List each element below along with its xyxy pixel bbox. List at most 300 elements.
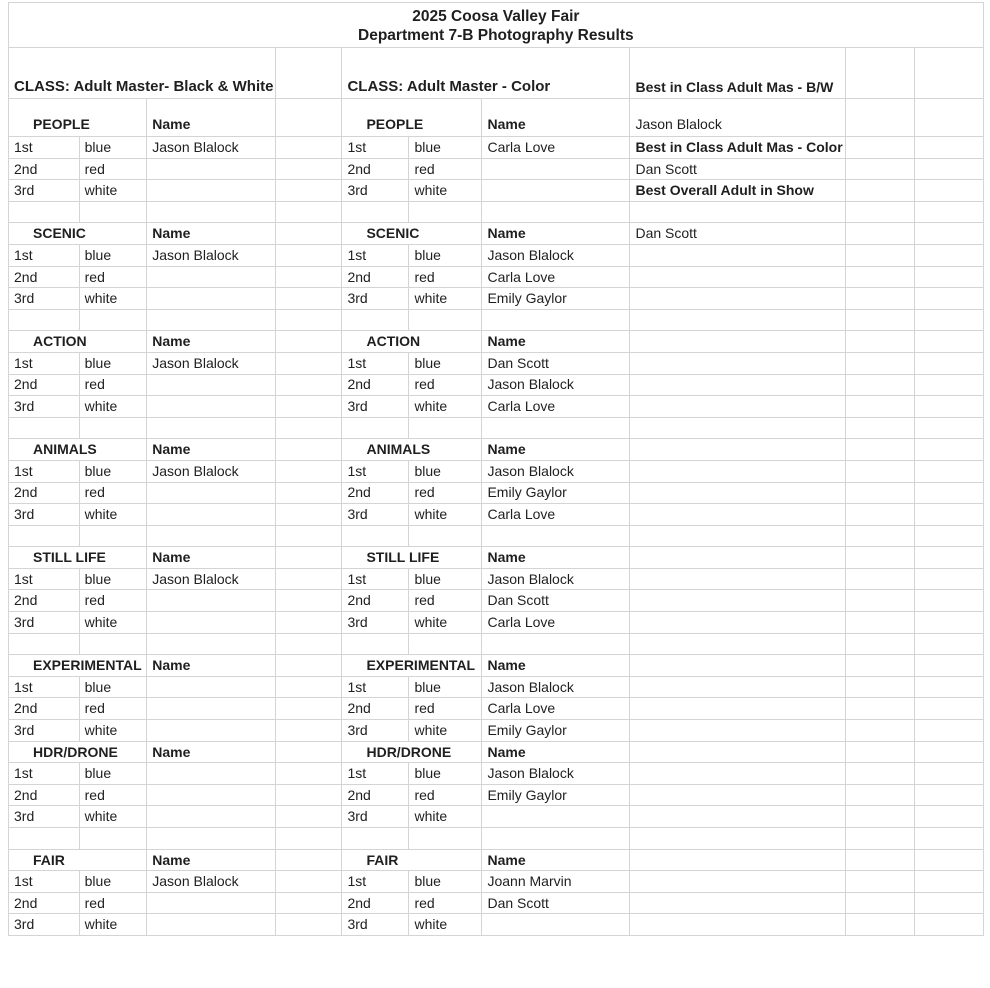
empty-cell bbox=[482, 525, 630, 547]
spacer-cell bbox=[276, 590, 342, 612]
ribbon-cell: blue bbox=[79, 460, 147, 482]
winner-cell bbox=[147, 590, 276, 612]
section-label: ACTION bbox=[342, 331, 482, 353]
empty-cell bbox=[630, 525, 845, 547]
winner-cell: Carla Love bbox=[482, 504, 630, 526]
empty-cell bbox=[409, 828, 482, 850]
empty-cell bbox=[845, 331, 914, 353]
ribbon-cell: blue bbox=[79, 137, 147, 159]
spacer-cell bbox=[276, 806, 342, 828]
empty-cell bbox=[845, 806, 914, 828]
empty-cell bbox=[845, 352, 914, 374]
empty-cell bbox=[845, 48, 914, 99]
place-cell: 2nd bbox=[342, 698, 409, 720]
empty-cell bbox=[276, 828, 342, 850]
place-cell: 1st bbox=[342, 871, 409, 893]
empty-cell bbox=[914, 547, 983, 569]
empty-cell bbox=[914, 504, 983, 526]
empty-cell bbox=[845, 244, 914, 266]
empty-cell bbox=[482, 309, 630, 331]
ribbon-cell: red bbox=[79, 698, 147, 720]
place-cell: 3rd bbox=[342, 180, 409, 202]
empty-cell bbox=[342, 828, 409, 850]
ribbon-cell: blue bbox=[79, 568, 147, 590]
spacer-cell bbox=[276, 914, 342, 936]
award-winner: Dan Scott bbox=[630, 223, 845, 245]
award-cell bbox=[630, 568, 845, 590]
name-column-header: Name bbox=[482, 99, 630, 137]
place-cell: 2nd bbox=[342, 374, 409, 396]
winner-cell bbox=[147, 396, 276, 418]
empty-cell bbox=[845, 309, 914, 331]
name-column-header: Name bbox=[482, 655, 630, 677]
place-cell: 3rd bbox=[342, 504, 409, 526]
empty-cell bbox=[914, 396, 983, 418]
ribbon-cell: white bbox=[79, 914, 147, 936]
ribbon-cell: white bbox=[79, 720, 147, 742]
empty-cell bbox=[845, 180, 914, 202]
winner-cell: Jason Blalock bbox=[147, 244, 276, 266]
ribbon-cell: red bbox=[409, 266, 482, 288]
empty-cell bbox=[845, 439, 914, 461]
place-cell: 1st bbox=[9, 460, 80, 482]
empty-cell bbox=[845, 612, 914, 634]
section-label: STILL LIFE bbox=[9, 547, 147, 569]
empty-cell bbox=[914, 806, 983, 828]
ribbon-cell: blue bbox=[409, 460, 482, 482]
spacer-cell bbox=[276, 99, 342, 137]
winner-cell: Emily Gaylor bbox=[482, 482, 630, 504]
award-cell bbox=[630, 914, 845, 936]
empty-cell bbox=[914, 633, 983, 655]
place-cell: 1st bbox=[342, 460, 409, 482]
winner-cell bbox=[147, 698, 276, 720]
place-cell: 3rd bbox=[342, 288, 409, 310]
empty-cell bbox=[147, 201, 276, 223]
empty-cell bbox=[845, 504, 914, 526]
place-cell: 1st bbox=[342, 244, 409, 266]
section-label: FAIR bbox=[342, 849, 482, 871]
spacer-cell bbox=[276, 266, 342, 288]
spacer-cell bbox=[276, 698, 342, 720]
place-cell: 3rd bbox=[9, 720, 80, 742]
place-cell: 1st bbox=[342, 352, 409, 374]
ribbon-cell: blue bbox=[409, 763, 482, 785]
place-cell: 2nd bbox=[9, 482, 80, 504]
ribbon-cell: white bbox=[409, 612, 482, 634]
winner-cell: Dan Scott bbox=[482, 892, 630, 914]
empty-cell bbox=[914, 828, 983, 850]
award-cell bbox=[630, 266, 845, 288]
empty-cell bbox=[914, 99, 983, 137]
ribbon-cell: white bbox=[409, 396, 482, 418]
place-cell: 3rd bbox=[9, 914, 80, 936]
class-label-bw: CLASS: Adult Master- Black & White bbox=[9, 48, 276, 99]
empty-cell bbox=[409, 633, 482, 655]
place-cell: 2nd bbox=[9, 158, 80, 180]
empty-cell bbox=[845, 849, 914, 871]
winner-cell: Carla Love bbox=[482, 266, 630, 288]
ribbon-cell: white bbox=[79, 504, 147, 526]
empty-cell bbox=[845, 460, 914, 482]
empty-cell bbox=[342, 525, 409, 547]
empty-cell bbox=[630, 417, 845, 439]
winner-cell: Jason Blalock bbox=[482, 763, 630, 785]
spacer-cell bbox=[276, 720, 342, 742]
winner-cell: Carla Love bbox=[482, 612, 630, 634]
spacer-cell bbox=[276, 612, 342, 634]
place-cell: 3rd bbox=[9, 504, 80, 526]
empty-cell bbox=[79, 525, 147, 547]
empty-cell bbox=[914, 460, 983, 482]
empty-cell bbox=[914, 374, 983, 396]
empty-cell bbox=[914, 698, 983, 720]
empty-cell bbox=[845, 720, 914, 742]
empty-cell bbox=[914, 201, 983, 223]
winner-cell: Emily Gaylor bbox=[482, 288, 630, 310]
ribbon-cell: blue bbox=[79, 871, 147, 893]
winner-cell bbox=[482, 180, 630, 202]
empty-cell bbox=[914, 331, 983, 353]
name-column-header: Name bbox=[147, 655, 276, 677]
award-winner: Dan Scott bbox=[630, 158, 845, 180]
ribbon-cell: red bbox=[409, 698, 482, 720]
name-column-header: Name bbox=[482, 849, 630, 871]
award-cell bbox=[630, 396, 845, 418]
place-cell: 3rd bbox=[9, 288, 80, 310]
place-cell: 1st bbox=[9, 676, 80, 698]
spacer-cell bbox=[276, 331, 342, 353]
name-column-header: Name bbox=[482, 331, 630, 353]
empty-cell bbox=[914, 288, 983, 310]
empty-cell bbox=[276, 417, 342, 439]
ribbon-cell: blue bbox=[409, 871, 482, 893]
place-cell: 2nd bbox=[342, 266, 409, 288]
ribbon-cell: white bbox=[409, 720, 482, 742]
name-column-header: Name bbox=[482, 439, 630, 461]
empty-cell bbox=[914, 568, 983, 590]
winner-cell: Jason Blalock bbox=[147, 352, 276, 374]
empty-cell bbox=[630, 309, 845, 331]
name-column-header: Name bbox=[482, 741, 630, 763]
winner-cell bbox=[147, 482, 276, 504]
ribbon-cell: red bbox=[79, 158, 147, 180]
empty-cell bbox=[845, 892, 914, 914]
section-label: PEOPLE bbox=[342, 99, 482, 137]
place-cell: 3rd bbox=[342, 806, 409, 828]
empty-cell bbox=[914, 590, 983, 612]
section-label: HDR/DRONE bbox=[342, 741, 482, 763]
empty-cell bbox=[79, 309, 147, 331]
spacer-cell bbox=[276, 460, 342, 482]
spacer-cell bbox=[276, 763, 342, 785]
place-cell: 1st bbox=[342, 568, 409, 590]
place-cell: 1st bbox=[9, 763, 80, 785]
empty-cell bbox=[147, 525, 276, 547]
empty-cell bbox=[914, 784, 983, 806]
empty-cell bbox=[845, 137, 914, 159]
place-cell: 1st bbox=[9, 352, 80, 374]
ribbon-cell: red bbox=[79, 482, 147, 504]
empty-cell bbox=[845, 698, 914, 720]
ribbon-cell: white bbox=[409, 806, 482, 828]
empty-cell bbox=[482, 828, 630, 850]
winner-cell bbox=[147, 914, 276, 936]
fair-title: 2025 Coosa Valley Fair bbox=[412, 8, 580, 25]
award-cell bbox=[630, 439, 845, 461]
place-cell: 1st bbox=[9, 871, 80, 893]
empty-cell bbox=[482, 633, 630, 655]
ribbon-cell: blue bbox=[409, 137, 482, 159]
winner-cell bbox=[482, 158, 630, 180]
empty-cell bbox=[147, 633, 276, 655]
place-cell: 1st bbox=[342, 137, 409, 159]
empty-cell bbox=[914, 244, 983, 266]
place-cell: 3rd bbox=[342, 612, 409, 634]
ribbon-cell: blue bbox=[79, 244, 147, 266]
spacer-cell bbox=[276, 482, 342, 504]
award-cell bbox=[630, 590, 845, 612]
empty-cell bbox=[409, 417, 482, 439]
empty-cell bbox=[630, 828, 845, 850]
award-cell bbox=[630, 784, 845, 806]
empty-cell bbox=[914, 48, 983, 99]
spacer-cell bbox=[276, 784, 342, 806]
award-cell bbox=[630, 763, 845, 785]
empty-cell bbox=[845, 568, 914, 590]
spacer-cell bbox=[276, 504, 342, 526]
winner-cell bbox=[147, 288, 276, 310]
award-cell bbox=[630, 504, 845, 526]
empty-cell bbox=[914, 612, 983, 634]
award-title-overall: Best Overall Adult in Show bbox=[630, 180, 845, 202]
spacer-cell bbox=[276, 849, 342, 871]
empty-cell bbox=[914, 914, 983, 936]
award-cell bbox=[630, 720, 845, 742]
empty-cell bbox=[79, 828, 147, 850]
winner-cell bbox=[147, 158, 276, 180]
winner-cell bbox=[147, 266, 276, 288]
empty-cell bbox=[276, 525, 342, 547]
class-label-color: CLASS: Adult Master - Color bbox=[342, 48, 630, 99]
empty-cell bbox=[342, 417, 409, 439]
winner-cell: Carla Love bbox=[482, 698, 630, 720]
name-column-header: Name bbox=[147, 331, 276, 353]
empty-cell bbox=[914, 871, 983, 893]
empty-cell bbox=[276, 309, 342, 331]
empty-cell bbox=[914, 223, 983, 245]
ribbon-cell: blue bbox=[79, 676, 147, 698]
empty-cell bbox=[845, 871, 914, 893]
place-cell: 1st bbox=[9, 568, 80, 590]
empty-cell bbox=[9, 828, 80, 850]
winner-cell bbox=[147, 612, 276, 634]
empty-cell bbox=[914, 655, 983, 677]
award-cell bbox=[630, 871, 845, 893]
place-cell: 3rd bbox=[9, 806, 80, 828]
empty-cell bbox=[482, 201, 630, 223]
empty-cell bbox=[9, 309, 80, 331]
award-cell bbox=[630, 288, 845, 310]
empty-cell bbox=[845, 525, 914, 547]
empty-cell bbox=[9, 525, 80, 547]
winner-cell: Jason Blalock bbox=[482, 460, 630, 482]
place-cell: 3rd bbox=[342, 396, 409, 418]
spacer-cell bbox=[276, 871, 342, 893]
ribbon-cell: red bbox=[409, 158, 482, 180]
ribbon-cell: red bbox=[79, 892, 147, 914]
place-cell: 2nd bbox=[9, 374, 80, 396]
ribbon-cell: red bbox=[79, 590, 147, 612]
ribbon-cell: red bbox=[409, 374, 482, 396]
ribbon-cell: blue bbox=[409, 244, 482, 266]
sheet-title-cell bbox=[9, 3, 984, 48]
place-cell: 2nd bbox=[9, 892, 80, 914]
place-cell: 3rd bbox=[342, 914, 409, 936]
name-column-header: Name bbox=[147, 547, 276, 569]
winner-cell: Jason Blalock bbox=[147, 871, 276, 893]
empty-cell bbox=[630, 633, 845, 655]
winner-cell bbox=[147, 892, 276, 914]
empty-cell bbox=[79, 201, 147, 223]
empty-cell bbox=[914, 309, 983, 331]
winner-cell: Jason Blalock bbox=[147, 460, 276, 482]
empty-cell bbox=[845, 266, 914, 288]
section-label: HDR/DRONE bbox=[9, 741, 147, 763]
ribbon-cell: white bbox=[409, 914, 482, 936]
ribbon-cell: blue bbox=[409, 676, 482, 698]
winner-cell bbox=[147, 504, 276, 526]
ribbon-cell: white bbox=[79, 180, 147, 202]
empty-cell bbox=[9, 201, 80, 223]
spacer-cell bbox=[276, 439, 342, 461]
spacer-cell bbox=[276, 374, 342, 396]
spacer-cell bbox=[276, 741, 342, 763]
empty-cell bbox=[342, 633, 409, 655]
award-cell bbox=[630, 655, 845, 677]
name-column-header: Name bbox=[147, 849, 276, 871]
empty-cell bbox=[845, 374, 914, 396]
name-column-header: Name bbox=[482, 223, 630, 245]
empty-cell bbox=[79, 417, 147, 439]
empty-cell bbox=[914, 482, 983, 504]
winner-cell: Carla Love bbox=[482, 137, 630, 159]
empty-cell bbox=[409, 201, 482, 223]
empty-cell bbox=[914, 720, 983, 742]
empty-cell bbox=[914, 158, 983, 180]
empty-cell bbox=[914, 525, 983, 547]
place-cell: 1st bbox=[342, 676, 409, 698]
award-cell bbox=[630, 892, 845, 914]
award-cell bbox=[630, 676, 845, 698]
ribbon-cell: red bbox=[79, 784, 147, 806]
winner-cell: Jason Blalock bbox=[482, 676, 630, 698]
ribbon-cell: red bbox=[409, 892, 482, 914]
empty-cell bbox=[845, 223, 914, 245]
award-cell bbox=[630, 331, 845, 353]
empty-cell bbox=[845, 590, 914, 612]
section-label: SCENIC bbox=[9, 223, 147, 245]
spacer-cell bbox=[276, 352, 342, 374]
empty-cell bbox=[914, 352, 983, 374]
name-column-header: Name bbox=[147, 741, 276, 763]
spacer-cell bbox=[276, 137, 342, 159]
place-cell: 1st bbox=[9, 137, 80, 159]
ribbon-cell: white bbox=[79, 288, 147, 310]
ribbon-cell: red bbox=[409, 482, 482, 504]
ribbon-cell: red bbox=[409, 784, 482, 806]
winner-cell bbox=[482, 914, 630, 936]
spacer-cell bbox=[276, 48, 342, 99]
section-label: EXPERIMENTAL bbox=[9, 655, 147, 677]
winner-cell: Jason Blalock bbox=[482, 374, 630, 396]
winner-cell bbox=[482, 806, 630, 828]
award-cell bbox=[630, 698, 845, 720]
ribbon-cell: white bbox=[79, 612, 147, 634]
spacer-cell bbox=[276, 244, 342, 266]
empty-cell bbox=[630, 201, 845, 223]
place-cell: 2nd bbox=[9, 698, 80, 720]
empty-cell bbox=[845, 741, 914, 763]
empty-cell bbox=[845, 655, 914, 677]
empty-cell bbox=[914, 892, 983, 914]
winner-cell: Jason Blalock bbox=[147, 568, 276, 590]
empty-cell bbox=[914, 439, 983, 461]
empty-cell bbox=[914, 763, 983, 785]
results-sheet bbox=[8, 2, 984, 936]
ribbon-cell: white bbox=[409, 180, 482, 202]
spacer-cell bbox=[276, 676, 342, 698]
empty-cell bbox=[342, 309, 409, 331]
winner-cell: Jason Blalock bbox=[482, 244, 630, 266]
place-cell: 2nd bbox=[342, 158, 409, 180]
winner-cell bbox=[147, 806, 276, 828]
section-label: STILL LIFE bbox=[342, 547, 482, 569]
ribbon-cell: blue bbox=[409, 568, 482, 590]
place-cell: 2nd bbox=[342, 892, 409, 914]
award-cell bbox=[630, 352, 845, 374]
winner-cell bbox=[147, 720, 276, 742]
award-title-bw: Best in Class Adult Mas - B/W bbox=[630, 48, 845, 99]
empty-cell bbox=[9, 633, 80, 655]
spacer-cell bbox=[276, 568, 342, 590]
winner-cell bbox=[147, 180, 276, 202]
empty-cell bbox=[845, 828, 914, 850]
section-label: FAIR bbox=[9, 849, 147, 871]
empty-cell bbox=[914, 741, 983, 763]
empty-cell bbox=[482, 417, 630, 439]
empty-cell bbox=[845, 676, 914, 698]
empty-cell bbox=[845, 417, 914, 439]
empty-cell bbox=[845, 763, 914, 785]
section-label: ACTION bbox=[9, 331, 147, 353]
award-title-color: Best in Class Adult Mas - Color bbox=[630, 137, 845, 159]
award-cell bbox=[630, 612, 845, 634]
award-cell bbox=[630, 741, 845, 763]
ribbon-cell: red bbox=[79, 374, 147, 396]
place-cell: 3rd bbox=[9, 180, 80, 202]
ribbon-cell: white bbox=[409, 288, 482, 310]
empty-cell bbox=[914, 266, 983, 288]
award-winner: Jason Blalock bbox=[630, 99, 845, 137]
winner-cell: Carla Love bbox=[482, 396, 630, 418]
empty-cell bbox=[276, 633, 342, 655]
empty-cell bbox=[9, 417, 80, 439]
section-label: ANIMALS bbox=[9, 439, 147, 461]
department-subtitle: Department 7-B Photography Results bbox=[358, 27, 634, 44]
ribbon-cell: white bbox=[409, 504, 482, 526]
section-label: ANIMALS bbox=[342, 439, 482, 461]
